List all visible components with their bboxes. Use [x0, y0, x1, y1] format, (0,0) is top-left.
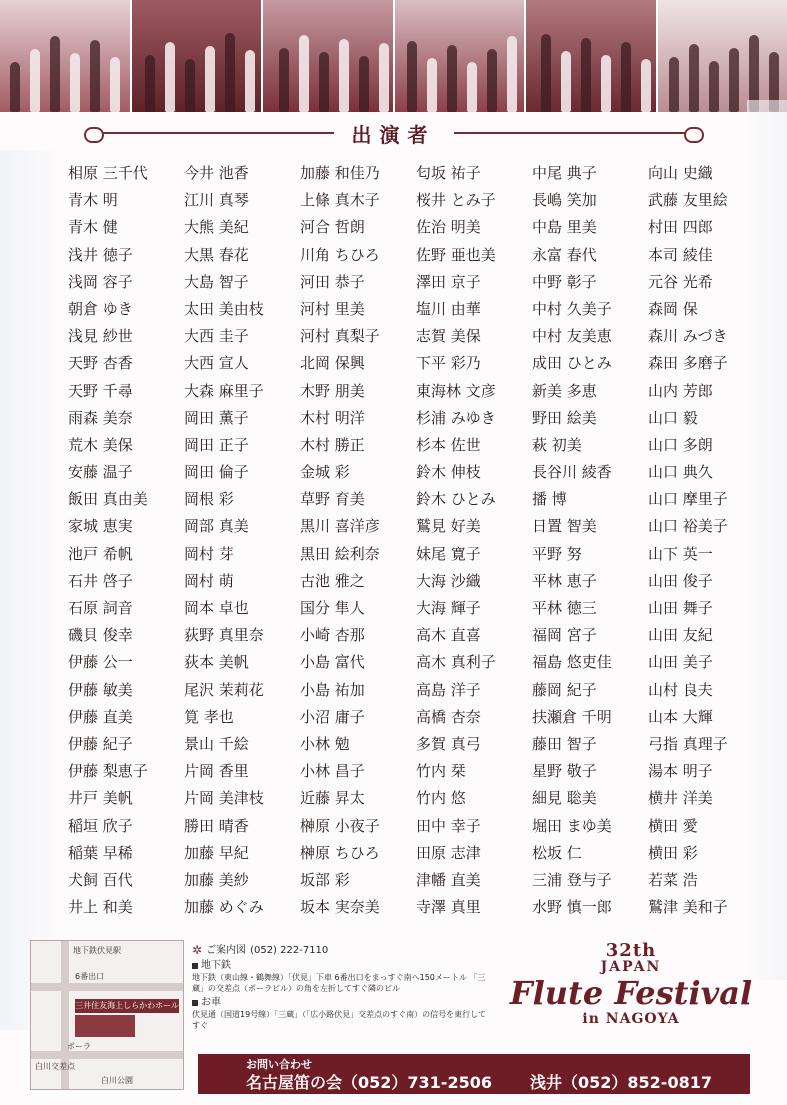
- access-info: [192, 944, 492, 1031]
- performer-name: 大熊 美紀: [184, 218, 249, 237]
- performer-name: 佐野 亜也美: [416, 245, 496, 264]
- performer-name: 杉浦 みゆき: [416, 408, 496, 427]
- performer-name: 山本 大輝: [648, 707, 713, 726]
- map-pola-label: ポーラ: [67, 1042, 91, 1051]
- performer-name: 大海 輝子: [416, 599, 481, 617]
- performer-name: 杉本 佐世: [416, 435, 481, 454]
- performers-header: [0, 112, 787, 154]
- performer-name: 岡部 真美: [184, 517, 249, 536]
- performer-figure: [427, 58, 437, 112]
- performer-name: 小島 祐加: [300, 680, 365, 699]
- car-text: 伏見通（国道19号線）「三蔵」（「広小路伏見」交差点のすぐ南）の信号を東行してすぐ: [192, 1010, 487, 1030]
- performer-name: 伊藤 直美: [68, 707, 133, 726]
- bullet-square-icon: [192, 1000, 198, 1006]
- festival-logo: [500, 940, 762, 1048]
- performer-name: 藤岡 紀子: [532, 680, 597, 699]
- performer-name: 浅井 徳子: [68, 245, 133, 264]
- performer-name: 小沼 庸子: [300, 707, 365, 726]
- performer-name: 山口 裕美子: [648, 517, 728, 536]
- performer-name: 北岡 保興: [300, 354, 365, 373]
- performer-name: 稲垣 欣子: [68, 816, 133, 835]
- ornament-right-icon: [454, 127, 704, 139]
- performer-name: 大西 宣人: [184, 354, 249, 373]
- performer-name: 中村 久美子: [532, 299, 612, 318]
- map-park-label: 白川公園: [101, 1076, 133, 1085]
- guide-phone: (052) 222-7110: [250, 945, 329, 956]
- performer-name: 山田 美子: [648, 653, 713, 672]
- performer-name: 伊藤 梨恵子: [68, 762, 148, 781]
- performer-name: 筧 孝也: [184, 707, 234, 726]
- performer-name: 福岡 宮子: [532, 626, 597, 645]
- logo-country: JAPAN: [600, 959, 662, 975]
- performer-name: 勝田 晴香: [184, 816, 249, 835]
- performer-name: 青木 明: [68, 191, 118, 210]
- performer-name: 森岡 保: [648, 299, 698, 318]
- car-section: [192, 996, 492, 1031]
- flower-icon: ✲: [192, 943, 203, 957]
- performer-name: 榊原 ちひろ: [300, 843, 380, 862]
- ornament-left-icon: [84, 127, 334, 139]
- performer-name: 大海 沙織: [416, 571, 481, 590]
- logo-city: in NAGOYA: [582, 1011, 680, 1027]
- performer-figure: [205, 46, 215, 112]
- performer-figure: [30, 49, 40, 112]
- performer-figure: [10, 62, 20, 112]
- performer-name: 津幡 直美: [416, 870, 481, 889]
- background-watermark-left: [0, 150, 60, 1030]
- performer-name: 平林 徳三: [532, 599, 597, 617]
- performer-name: 平野 努: [532, 544, 582, 563]
- performer-name: 小島 富代: [300, 653, 365, 672]
- performer-figure: [507, 36, 517, 112]
- performer-name: 浅見 紗世: [68, 327, 133, 346]
- performer-name: 古池 雅之: [300, 571, 365, 590]
- performer-name: 山口 毅: [648, 408, 698, 427]
- contact-person: 浅井（052）852-0817: [530, 1073, 712, 1092]
- performer-name: 竹内 悠: [416, 789, 466, 808]
- performer-name: 池戸 希帆: [68, 544, 133, 563]
- map-road-horizontal: [31, 983, 183, 991]
- performer-name: 荻本 美帆: [184, 653, 249, 672]
- performer-figure: [379, 43, 389, 112]
- logo-edition: 32th: [605, 940, 657, 961]
- performer-figure: [145, 55, 155, 112]
- performer-name: 伊藤 公一: [68, 653, 133, 672]
- contact-lead: お問い合わせ: [246, 1058, 312, 1071]
- performer-name: 志賀 美保: [416, 327, 481, 346]
- map-road-horizontal-2: [31, 1051, 183, 1059]
- performer-name: 黒川 喜洋彦: [300, 517, 380, 536]
- performer-figure: [621, 42, 631, 112]
- rehearsal-photo-5: [526, 0, 656, 112]
- performer-name: 鈴木 伸枝: [416, 463, 481, 482]
- performer-name: 弓指 真理子: [648, 734, 728, 753]
- performer-figure: [110, 57, 120, 112]
- performer-name: 横田 彩: [648, 843, 698, 862]
- performer-name: 藤田 智子: [532, 734, 597, 753]
- performer-name: 山村 良夫: [648, 680, 713, 699]
- performer-name: 山田 俊子: [648, 571, 713, 590]
- performer-name: 高木 真利子: [416, 653, 496, 672]
- performer-name: 田中 幸子: [416, 816, 481, 835]
- performer-name: 伊藤 紀子: [68, 734, 133, 753]
- car-title: お車: [201, 997, 221, 1008]
- subway-title: 地下鉄: [201, 960, 231, 971]
- performer-name: 本司 綾佳: [648, 245, 713, 264]
- performer-name: 澤田 京子: [416, 272, 481, 291]
- subway-section: [192, 959, 492, 994]
- performer-name: 横井 洋美: [648, 789, 713, 808]
- map-intersection-label: 白川交差点: [35, 1062, 75, 1071]
- guide-line: [192, 944, 492, 957]
- performer-name: 犬飼 百代: [68, 870, 133, 889]
- performer-name: 佐治 明美: [416, 218, 481, 237]
- performer-name: 森川 みづき: [648, 327, 728, 346]
- performer-name: 大森 麻里子: [184, 381, 264, 400]
- performer-name: 湯本 明子: [648, 762, 713, 781]
- performer-figure: [541, 34, 551, 112]
- performer-name: 岡村 芽: [184, 544, 234, 563]
- performer-figure: [225, 33, 235, 112]
- performer-name: 金城 彩: [300, 463, 350, 482]
- map-hall-label: 三井住友海上しらかわホール: [75, 999, 179, 1013]
- performer-name: 横田 愛: [648, 816, 698, 835]
- performer-name: 木村 勝正: [300, 435, 365, 454]
- performer-name: 萩 初美: [532, 435, 582, 454]
- performer-figure: [245, 50, 255, 112]
- photo-strip: [0, 0, 787, 112]
- performer-figure: [561, 51, 571, 112]
- performer-name: 竹内 栞: [416, 762, 466, 781]
- performer-name: 山口 多朗: [648, 435, 713, 454]
- performer-name: 星野 敬子: [532, 762, 597, 781]
- performer-name: 中島 里美: [532, 218, 597, 237]
- performer-figure: [185, 59, 195, 112]
- performer-name: 中村 友美恵: [532, 327, 612, 346]
- performer-name: 川角 ちひろ: [300, 245, 380, 264]
- performer-figure: [279, 48, 289, 112]
- performer-name: 細見 聡美: [532, 789, 597, 808]
- performer-name: 伊藤 敏美: [68, 680, 133, 699]
- performer-figure: [729, 48, 739, 112]
- performer-name: 青木 健: [68, 218, 118, 237]
- performer-name: 坂本 実奈美: [300, 898, 380, 917]
- performer-figure: [669, 57, 679, 112]
- performer-name: 国分 隼人: [300, 599, 365, 617]
- performer-name: 井戸 美帆: [68, 789, 133, 808]
- performer-figure: [319, 52, 329, 112]
- performer-name: 堀田 まゆ美: [532, 816, 612, 835]
- performer-figure: [50, 36, 60, 112]
- performer-name: 朝倉 ゆき: [68, 299, 133, 318]
- performer-name: 鷲見 好美: [416, 517, 481, 536]
- performer-name: 元谷 光希: [648, 272, 713, 291]
- performer-name: 尾沢 茉莉花: [184, 680, 264, 699]
- performer-figure: [407, 41, 417, 112]
- performer-name: 扶瀬倉 千明: [532, 707, 612, 726]
- performer-name: 榊原 小夜子: [300, 816, 380, 835]
- performer-name: 塩川 由華: [416, 299, 481, 318]
- performer-name: 山下 英一: [648, 544, 713, 563]
- performer-name: 天野 千尋: [68, 381, 133, 400]
- performer-name: 若菜 浩: [648, 870, 698, 889]
- performer-name: 木村 明洋: [300, 408, 365, 427]
- performer-figure: [487, 49, 497, 112]
- performer-name: 中野 彰子: [532, 272, 597, 291]
- performer-name: 稲葉 早稀: [68, 843, 133, 862]
- rehearsal-photo-1: [0, 0, 130, 112]
- performer-name: 日置 智美: [532, 517, 597, 536]
- performer-figure: [709, 61, 719, 112]
- performer-name: 長谷川 綾香: [532, 463, 612, 482]
- performer-figure: [689, 44, 699, 112]
- performer-name: 黒田 絵利奈: [300, 544, 380, 563]
- page-title: 出演者: [351, 122, 436, 147]
- performer-name: 鈴木 ひとみ: [416, 490, 496, 509]
- contact-bar: [198, 1054, 750, 1094]
- performer-name: 山田 友紀: [648, 626, 713, 645]
- performer-figure: [447, 45, 457, 112]
- performer-list: [68, 160, 768, 921]
- performer-name: 岡田 倫子: [184, 463, 249, 482]
- performer-name: 高島 洋子: [416, 680, 481, 699]
- performer-name: 景山 千絵: [184, 734, 249, 753]
- performer-name: 小崎 杏那: [300, 626, 365, 645]
- performer-name: 寺澤 真里: [416, 898, 481, 917]
- performer-name: 加藤 美紗: [184, 870, 249, 889]
- performer-name: 田原 志津: [416, 843, 481, 862]
- performer-name: 鷲津 美和子: [648, 898, 728, 917]
- performer-name: 小林 勉: [300, 734, 350, 753]
- performer-name: 中尾 典子: [532, 164, 597, 182]
- performer-name: 荒木 美保: [68, 435, 133, 454]
- performer-name: 坂部 彩: [300, 870, 350, 889]
- performer-name: 加藤 めぐみ: [184, 898, 264, 917]
- performer-name: 草野 育美: [300, 490, 365, 509]
- performer-name: 森田 多磨子: [648, 354, 728, 373]
- performer-name: 妹尾 寛子: [416, 544, 481, 563]
- performer-name: 小林 昌子: [300, 762, 365, 781]
- performer-name: 井上 和美: [68, 898, 133, 917]
- performer-name: 大黒 春花: [184, 245, 249, 264]
- subway-text: 地下鉄（東山線・鶴舞線）「伏見」下車 6番出口をまっすぐ南へ150メートル 「三蔵」の交差点（ポーラビル）の角を左折してすぐ隣のビル: [192, 973, 486, 993]
- performer-name: 松坂 仁: [532, 843, 582, 862]
- map-hall-building: [75, 1015, 135, 1037]
- performer-name: 村田 四郎: [648, 218, 713, 237]
- performer-name: 雨森 美奈: [68, 408, 133, 427]
- performer-name: 上條 真木子: [300, 191, 380, 210]
- performer-figure: [90, 40, 100, 112]
- performer-name: 東海林 文彦: [416, 381, 496, 400]
- performer-figure: [299, 35, 309, 112]
- performer-name: 飯田 真由美: [68, 490, 148, 509]
- map-exit-label: 6番出口: [75, 972, 105, 981]
- performer-name: 下平 彩乃: [416, 354, 481, 373]
- performer-name: 石原 詞音: [68, 599, 133, 617]
- performer-name: 加藤 和佳乃: [300, 164, 380, 182]
- performer-figure: [70, 53, 80, 112]
- performer-name: 河村 里美: [300, 299, 365, 318]
- guide-label: ご案内図: [206, 945, 247, 956]
- performer-name: 河合 哲朗: [300, 218, 365, 237]
- performer-name: 岡田 正子: [184, 435, 249, 454]
- performer-name: 近藤 昇太: [300, 789, 365, 808]
- performer-name: 長嶋 笑加: [532, 191, 597, 210]
- performer-name: 桜井 とみ子: [416, 191, 496, 210]
- performer-name: 福島 悠吏佳: [532, 653, 612, 672]
- performer-name: 岡本 卓也: [184, 599, 249, 617]
- performer-name: 江川 真琴: [184, 191, 249, 210]
- bullet-square-icon: [192, 963, 198, 969]
- performer-name: 播 博: [532, 490, 567, 509]
- rehearsal-photo-3: [263, 0, 393, 112]
- performer-name: 匂坂 祐子: [416, 164, 481, 182]
- performer-name: 石井 啓子: [68, 571, 133, 590]
- performer-name: 今井 池香: [184, 164, 249, 182]
- performer-name: 水野 慎一郎: [532, 898, 612, 917]
- performer-name: 河村 真梨子: [300, 327, 380, 346]
- performer-name: 岡根 彩: [184, 490, 234, 509]
- performer-name: 家城 恵実: [68, 517, 133, 536]
- performer-name: 永富 春代: [532, 245, 597, 264]
- performer-name: 浅岡 容子: [68, 272, 133, 291]
- performer-figure: [359, 56, 369, 112]
- performer-name: 多賀 真弓: [416, 734, 481, 753]
- performer-name: 岡村 萌: [184, 571, 234, 590]
- performer-name: 岡田 薫子: [184, 408, 249, 427]
- performer-name: 平林 恵子: [532, 571, 597, 590]
- performer-name: 荻野 真里奈: [184, 626, 264, 645]
- performer-figure: [581, 38, 591, 112]
- rehearsal-photo-6: [658, 0, 787, 112]
- performer-name: 野田 絵美: [532, 408, 597, 427]
- performer-name: 山口 典久: [648, 463, 713, 482]
- rehearsal-photo-2: [132, 0, 262, 112]
- performer-figure: [165, 42, 175, 112]
- performer-name: 大島 智子: [184, 272, 249, 291]
- performer-name: 三浦 登与子: [532, 870, 612, 889]
- performer-figure: [601, 55, 611, 112]
- performer-name: 安藤 温子: [68, 463, 133, 482]
- logo-name: Flute Festival: [509, 974, 753, 1012]
- performer-name: 木野 朋美: [300, 381, 365, 400]
- performer-name: 大西 圭子: [184, 327, 249, 346]
- performer-name: 磯貝 俊幸: [68, 626, 133, 645]
- performer-name: 山内 芳郎: [648, 381, 713, 400]
- performer-name: 新美 多恵: [532, 381, 597, 400]
- performer-name: 高木 直喜: [416, 626, 481, 645]
- access-map: [30, 940, 184, 1090]
- performer-name: 山田 舞子: [648, 599, 713, 617]
- performer-name: 向山 史織: [648, 164, 713, 182]
- performer-name: 武藤 友里絵: [648, 191, 728, 210]
- performer-figure: [641, 59, 651, 112]
- performer-name: 高橋 杏奈: [416, 707, 481, 726]
- performer-name: 片岡 美津枝: [184, 789, 264, 808]
- performer-name: 河田 恭子: [300, 272, 365, 291]
- performer-name: 太田 美由枝: [184, 299, 264, 318]
- performer-figure: [467, 62, 477, 112]
- performer-name: 片岡 香里: [184, 762, 249, 781]
- performer-figure: [339, 39, 349, 112]
- contact-org: 名古屋笛の会（052）731-2506: [246, 1073, 492, 1092]
- map-station-label: 地下鉄伏見駅: [73, 946, 121, 955]
- performer-name: 成田 ひとみ: [532, 354, 612, 373]
- performer-name: 加藤 早紀: [184, 843, 249, 862]
- performer-name: 天野 杏香: [68, 354, 133, 373]
- rehearsal-photo-4: [395, 0, 525, 112]
- performer-name: 相原 三千代: [68, 164, 148, 182]
- performer-name: 山口 摩里子: [648, 490, 728, 509]
